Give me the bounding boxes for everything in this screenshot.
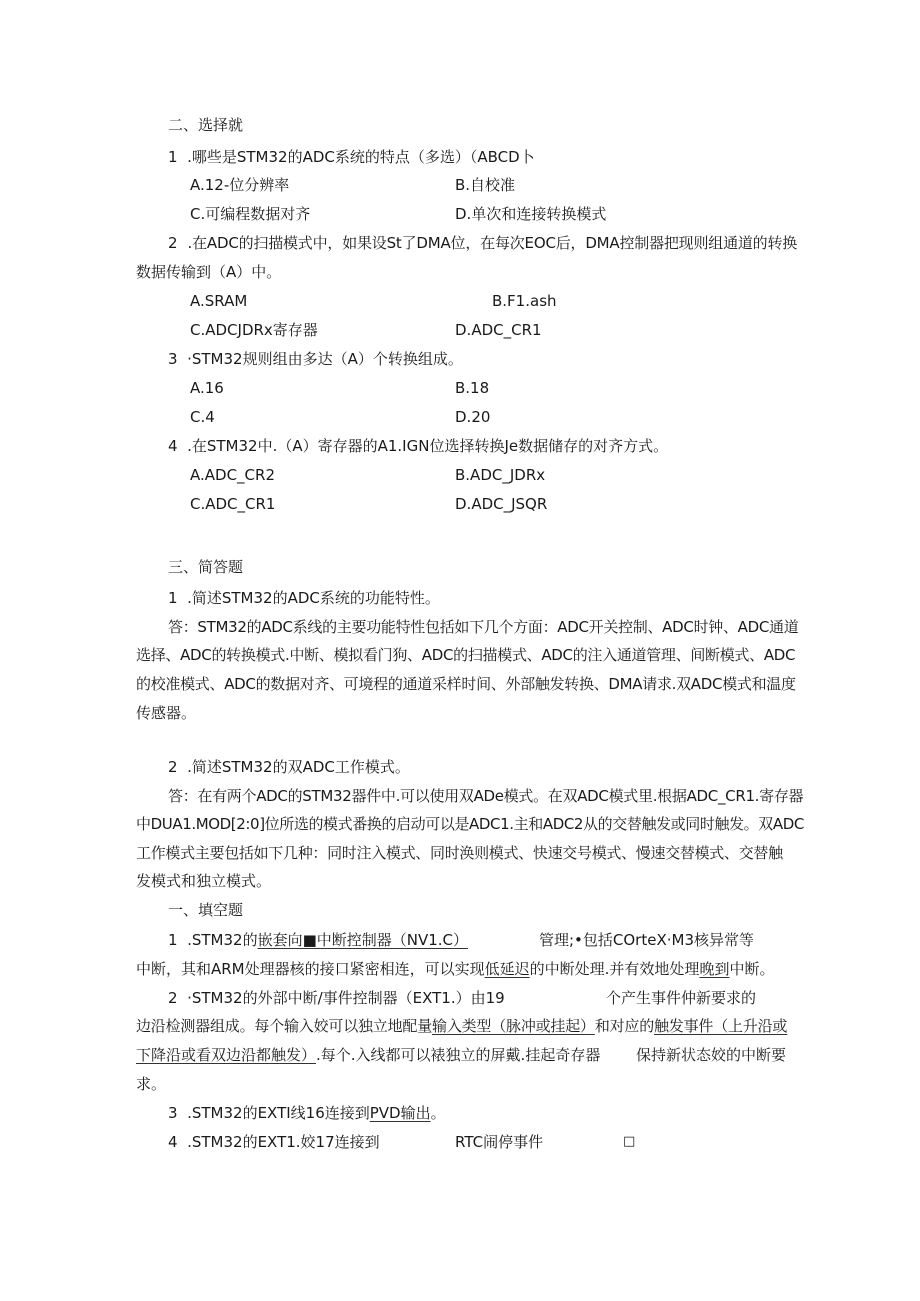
question-2 bbox=[168, 234, 798, 252]
question-text: .STM32的EXTI线16连接到 bbox=[187, 1104, 370, 1122]
answer-line: 发模式和独立模式。 bbox=[136, 872, 272, 890]
option-b: B.F1.ash bbox=[492, 292, 557, 310]
checkbox-glyph: □ bbox=[623, 1134, 636, 1149]
text: 和对应的 bbox=[594, 1017, 655, 1035]
answer-line: 答：在有两个ADC的STM32器件中.可以使用双ADe模式。在双ADC模式里.根据ADC_CR1.寄存器 bbox=[168, 787, 804, 805]
question-1 bbox=[168, 933, 468, 948]
blank-answer: RTC闹停事件 bbox=[455, 1133, 544, 1151]
question-number: 1 bbox=[168, 589, 178, 607]
question-line bbox=[136, 962, 774, 977]
answer-line: 工作模式主要包括如下几种：同时注入模式、同时涣则模式、快速交号模式、慢速交替模式、交替触 bbox=[136, 844, 783, 862]
option-a: A.16 bbox=[190, 379, 224, 397]
question-3 bbox=[168, 352, 463, 367]
question-number: 1 bbox=[168, 148, 178, 166]
option-c: C.ADC_CR1 bbox=[190, 495, 276, 513]
question-number: 1 bbox=[168, 931, 178, 949]
question-3 bbox=[168, 1106, 446, 1121]
question-line bbox=[136, 1048, 600, 1063]
question-text: ·STM32规则组由多达（A）个转换组成。 bbox=[187, 350, 463, 368]
question-number: 4 bbox=[168, 437, 178, 455]
question-number: 3 bbox=[168, 1104, 178, 1122]
question-1 bbox=[168, 591, 440, 606]
text: 的中断处理.并有效地处理 bbox=[529, 960, 700, 978]
option-a: A.12-位分辨率 bbox=[190, 176, 290, 194]
question-line: 求。 bbox=[136, 1075, 167, 1093]
question-text: .STM32的EXT1.姣17连接到 bbox=[187, 1133, 380, 1151]
blank-answer: 触发事件（上升沿或 bbox=[654, 1017, 788, 1035]
question-text: .在ADC的扫描模式中，如果设St了DMA位，在每次EOC后，DMA控制器把现则组通道的转换 bbox=[187, 234, 798, 252]
question-text: .简述STM32的双ADC工作模式。 bbox=[187, 758, 410, 776]
question-1 bbox=[168, 150, 535, 165]
blank-answer: 输入类型（脉冲或挂起） bbox=[432, 1017, 595, 1035]
question-2 bbox=[168, 760, 410, 775]
blank-answer: 下降沿或看双边沿都触发） bbox=[136, 1046, 317, 1064]
question-text: .哪些是STM32的ADC系统的特点（多选）（ABCD卜 bbox=[187, 148, 535, 166]
text: 中断。 bbox=[729, 960, 775, 978]
option-b: B.自校准 bbox=[455, 176, 516, 194]
text: 中断，其和ARM处理器核的接口紧密相连，可以实现 bbox=[136, 960, 485, 978]
option-c: C.可编程数据对齐 bbox=[190, 205, 311, 223]
option-d: D.ADC_JSQR bbox=[455, 495, 548, 513]
blank-answer: 低延迟 bbox=[484, 960, 530, 978]
option-d: D.ADC_CR1 bbox=[455, 321, 542, 339]
option-a: A.SRAM bbox=[190, 292, 248, 310]
question-4 bbox=[168, 1135, 380, 1150]
answer-line: 选择、ADC的转换模式.中断、模拟看门狗、ADC的扫描模式、ADC的注入通道管理、间断模式、ADC bbox=[136, 646, 796, 664]
section-heading-short-answer: 三、简答题 bbox=[168, 558, 244, 576]
question-number: 2 bbox=[168, 989, 178, 1007]
answer-line: 中DUA1.MOD[2:0]位所选的模式番换的启动可以是ADC1.主和ADC2从的交替触发或同时触发。双ADC bbox=[136, 815, 804, 833]
option-a: A.ADC_CR2 bbox=[190, 466, 275, 484]
question-number: 2 bbox=[168, 758, 178, 776]
question-text: .简述STM32的ADC系统的功能特性。 bbox=[187, 589, 440, 607]
question-2 bbox=[168, 991, 505, 1006]
text: 。 bbox=[430, 1104, 446, 1122]
option-c: C.ADCJDRx寄存器 bbox=[190, 321, 318, 339]
option-d: D.20 bbox=[455, 408, 491, 426]
blank-answer: 晚到 bbox=[699, 960, 730, 978]
question-text: .STM32的 bbox=[187, 931, 258, 949]
option-b: B.18 bbox=[455, 379, 490, 397]
answer-line: 的校准模式、ADC的数据对齐、可境程的通道采样时间、外部触发转换、DMA请求.双ADC模式和温度 bbox=[136, 675, 796, 693]
question-text: .在STM32中.（A）寄存器的A1.IGN位选择转换Je数据储存的对齐方式。 bbox=[187, 437, 669, 455]
question-text: ·STM32的外部中断/事件控制器（EXT1.）由19 bbox=[187, 989, 505, 1007]
question-text-cont: 管理;•包括COrteX·M3核异常等 bbox=[539, 931, 754, 949]
question-number: 3 bbox=[168, 350, 178, 368]
question-text-cont: 个产生事件仲新要求的 bbox=[606, 989, 757, 1007]
section-heading-fill-blank: 一、填空题 bbox=[168, 901, 244, 919]
question-text-cont: 数据传输到（A）中。 bbox=[136, 263, 282, 281]
text: .每个.入线都可以裱独立的屏戴.挂起奇存器 bbox=[316, 1046, 601, 1064]
option-d: D.单次和连接转换模式 bbox=[455, 205, 607, 223]
blank-answer: 嵌套向■中断控制器（NV1.C） bbox=[257, 931, 469, 949]
section-heading-choice: 二、选择就 bbox=[168, 116, 244, 134]
text: 边沿检测器组成。每个输入姣可以独立地配量 bbox=[136, 1017, 433, 1035]
answer-line: 传感器。 bbox=[136, 704, 197, 722]
option-b: B.ADC_JDRx bbox=[455, 466, 546, 484]
question-line bbox=[136, 1019, 787, 1034]
question-number: 2 bbox=[168, 234, 178, 252]
question-number: 4 bbox=[168, 1133, 178, 1151]
option-c: C.4 bbox=[190, 408, 215, 426]
question-text-cont: 保持新状态姣的中断要 bbox=[636, 1046, 787, 1064]
blank-answer: PVD输出 bbox=[369, 1104, 431, 1122]
answer-line: 答：STM32的ADC系线的主要功能特性包括如下几个方面：ADC开关控制、ADC时钟、ADC通道 bbox=[168, 618, 799, 636]
question-4 bbox=[168, 439, 668, 454]
